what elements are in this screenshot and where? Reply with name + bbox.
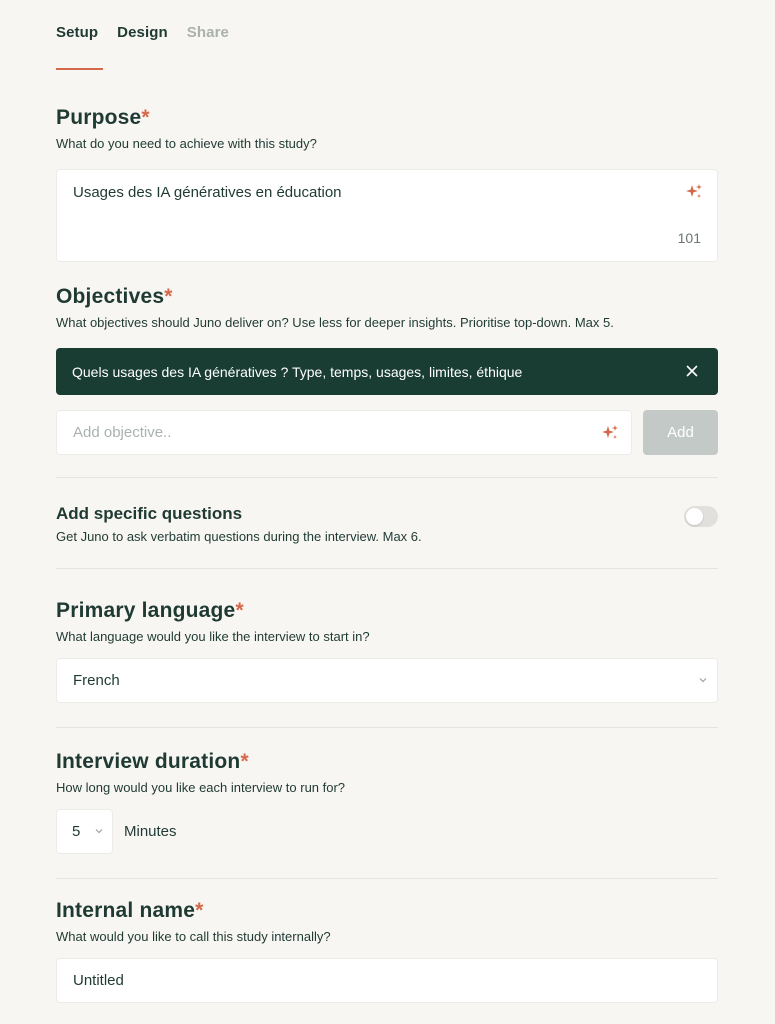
objective-item: [56, 348, 718, 395]
purpose-description: What do you need to achieve with this study?: [56, 136, 317, 151]
specific-questions-title: Add specific questions: [56, 504, 243, 523]
specific-questions-toggle[interactable]: [684, 506, 718, 527]
primary-language-title: [56, 599, 718, 623]
objectives-title: [56, 285, 718, 309]
sparkle-icon[interactable]: [685, 183, 703, 201]
divider: [56, 477, 718, 478]
specific-questions-section: [56, 504, 718, 544]
add-objective-row: [56, 410, 718, 455]
add-objective-field[interactable]: [56, 410, 632, 455]
tab-share[interactable]: Share: [186, 24, 229, 41]
chevron-down-icon: [699, 675, 707, 686]
purpose-title-text: Purpose: [56, 106, 142, 129]
toggle-knob: [686, 508, 703, 525]
add-objective-button[interactable]: Add: [643, 410, 718, 455]
objectives-description: What objectives should Juno deliver on? Use less for deeper insights. Prioritise top-down. Max 5.: [56, 315, 614, 330]
duration-unit: Minutes: [124, 823, 177, 840]
interview-duration-description: How long would you like each interview to run for?: [56, 780, 346, 795]
tab-setup[interactable]: Setup: [56, 24, 99, 41]
specific-questions-text: [56, 504, 422, 544]
tab-design[interactable]: Design: [117, 24, 168, 41]
objective-item-text: Quels usages des IA génératives ? Type, temps, usages, limites, éthique: [72, 363, 523, 380]
chevron-down-icon: [95, 826, 103, 837]
internal-name-section: [56, 899, 718, 1003]
divider: [56, 878, 718, 879]
interview-duration-section: [56, 750, 718, 854]
required-mark: *: [164, 285, 173, 308]
internal-name-input[interactable]: [73, 972, 701, 989]
primary-language-value: French: [73, 672, 120, 689]
required-mark: *: [240, 750, 249, 773]
required-mark: *: [141, 106, 150, 129]
required-mark: *: [235, 599, 244, 622]
duration-select[interactable]: [56, 809, 113, 854]
purpose-textarea[interactable]: [56, 169, 718, 262]
interview-duration-title-text: Interview duration: [56, 750, 241, 773]
required-mark: *: [195, 899, 204, 922]
primary-language-title-text: Primary language: [56, 599, 236, 622]
internal-name-title: [56, 899, 718, 923]
divider: [56, 568, 718, 569]
primary-language-description: What language would you like the interview to start in?: [56, 629, 370, 644]
objectives-section: [56, 285, 718, 455]
purpose-value[interactable]: Usages des IA génératives en éducation: [73, 184, 342, 201]
sparkle-icon[interactable]: [601, 424, 619, 442]
internal-name-title-text: Internal name: [56, 899, 196, 922]
add-objective-input[interactable]: [73, 424, 615, 441]
duration-value: 5: [72, 823, 81, 840]
primary-language-select[interactable]: [56, 658, 718, 703]
purpose-title: [56, 106, 718, 130]
primary-language-section: [56, 599, 718, 703]
duration-row: [56, 809, 718, 854]
interview-duration-title: [56, 750, 718, 774]
close-icon[interactable]: [682, 361, 702, 382]
internal-name-field[interactable]: [56, 958, 718, 1003]
objectives-title-text: Objectives: [56, 285, 165, 308]
active-tab-indicator: [56, 68, 103, 70]
purpose-char-count: 101: [677, 230, 701, 246]
internal-name-description: What would you like to call this study internally?: [56, 929, 331, 944]
specific-questions-description: Get Juno to ask verbatim questions during the interview. Max 6.: [56, 529, 422, 544]
purpose-section: [56, 106, 718, 262]
divider: [56, 727, 718, 728]
tab-bar: [56, 0, 718, 70]
